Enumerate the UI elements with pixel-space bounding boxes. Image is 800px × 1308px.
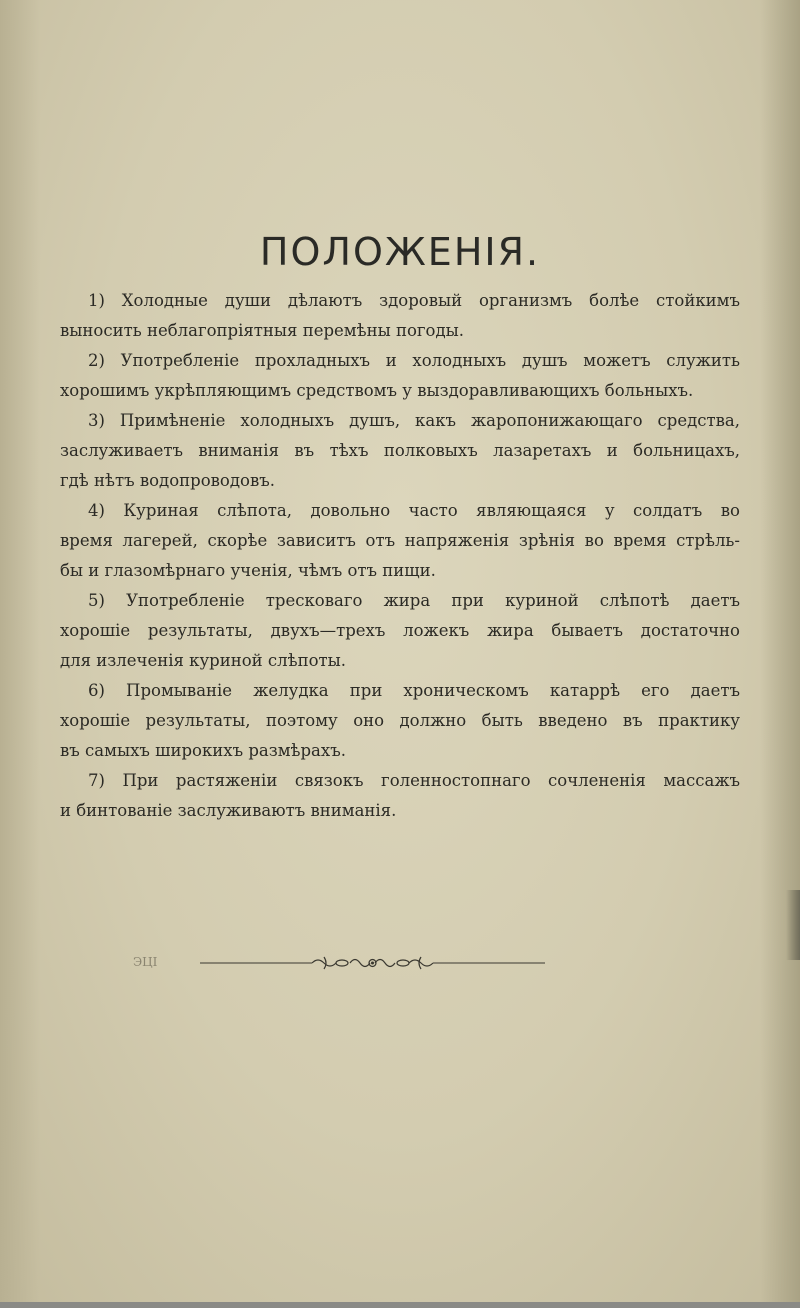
thesis-4 <box>60 496 740 586</box>
thesis-line: бы и глазомѣрнаго ученія, чѣмъ отъ пищи. <box>60 561 436 580</box>
thesis-line: время лагерей, скорѣе зависитъ отъ напряженія зрѣнія во время стрѣль- <box>60 531 740 550</box>
scan-bottom-edge <box>0 1302 800 1308</box>
thesis-line: и бинтованіе заслуживаютъ вниманія. <box>60 801 397 820</box>
thesis-line: выносить неблагопріятныя перемѣны погоды. <box>60 321 464 340</box>
thesis-2 <box>60 346 740 406</box>
thesis-line: 6) Промываніе желудка при хроническомъ катаррѣ его даетъ <box>88 681 740 700</box>
thesis-line: для излеченія куриной слѣпоты. <box>60 651 347 670</box>
thesis-line: заслуживаетъ вниманія въ тѣхъ полковыхъ лазаретахъ и больницахъ, <box>60 441 740 460</box>
margin-mark: ЭЦІ <box>133 955 158 969</box>
ornament-divider-icon <box>200 953 545 973</box>
page-edge-shadow-right <box>760 0 800 1308</box>
thesis-line: гдѣ нѣтъ водопроводовъ. <box>60 471 275 490</box>
thesis-7 <box>60 766 740 826</box>
thesis-line: 3) Примѣненіе холодныхъ душъ, какъ жаропонижающаго средства, <box>88 411 740 430</box>
thesis-line: хорошимъ укрѣпляющимъ средствомъ у выздоравливающихъ больныхъ. <box>60 381 694 400</box>
page-stain <box>786 890 800 960</box>
thesis-line: хорошіе результаты, поэтому оно должно быть введено въ практику <box>60 711 740 730</box>
thesis-5 <box>60 586 740 676</box>
page-title: ПОЛОЖЕНІЯ. <box>259 230 541 274</box>
thesis-line: хорошіе результаты, двухъ—трехъ ложекъ жира бываетъ достаточно <box>60 621 740 640</box>
theses-list <box>60 286 740 826</box>
thesis-line: въ самыхъ широкихъ размѣрахъ. <box>60 741 346 760</box>
thesis-line: 7) При растяженіи связокъ голенностопнаго сочлененія массажъ <box>88 771 740 790</box>
thesis-line: 4) Куриная слѣпота, довольно часто являющаяся у солдатъ во <box>88 501 740 520</box>
thesis-1 <box>60 286 740 346</box>
thesis-3 <box>60 406 740 496</box>
page-edge-shadow-left <box>0 0 40 1308</box>
thesis-6 <box>60 676 740 766</box>
thesis-line: 2) Употребленіе прохладныхъ и холодныхъ душъ можетъ служить <box>88 351 740 370</box>
thesis-line: 5) Употребленіе тресковаго жира при куриной слѣпотѣ даетъ <box>88 591 740 610</box>
thesis-line: 1) Холодные души дѣлаютъ здоровый организмъ болѣе стойкимъ <box>88 291 740 310</box>
